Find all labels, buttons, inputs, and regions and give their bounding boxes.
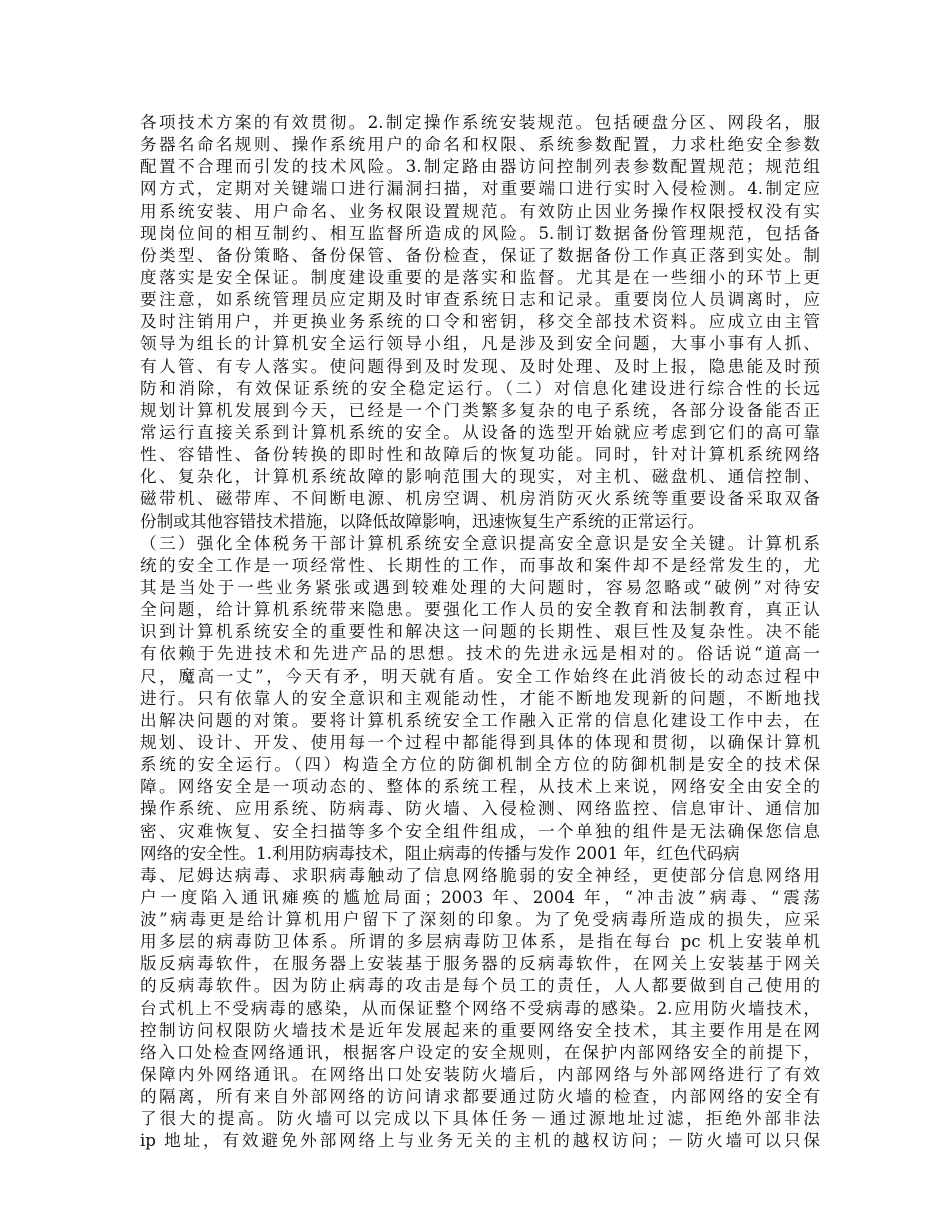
- text-line: 性、容错性、备份转换的即时性和故障后的恢复功能。同时，针对计算机系统网络: [140, 445, 820, 465]
- text-line: 要注意，如系统管理员应定期及时审查系统日志和记录。重要岗位人员调离时，应: [140, 290, 820, 310]
- text-line: 及时注销用户，并更换业务系统的口令和密钥，移交全部技术资料。应成立由主管: [140, 312, 820, 332]
- text-line: 各项技术方案的有效贯彻。2.制定操作系统安装规范。包括硬盘分区、网段名，服: [140, 113, 820, 132]
- text-line: 配置不合理而引发的技术风险。3.制定路由器访问控制列表参数配置规范；规范组: [140, 157, 820, 177]
- text-line: 全问题，给计算机系统带来隐患。要强化工作人员的安全教育和法制教育，真正认: [140, 600, 820, 620]
- text-line: 网络的安全性。1.利用防病毒技术，阻止病毒的传播与发作 2001 年，红色代码病: [140, 843, 740, 863]
- text-line: 用多层的病毒防卫体系。所谓的多层病毒防卫体系，是指在每台 pc 机上安装单机: [140, 932, 820, 952]
- text-line: 统的安全工作是一项经常性、长期性的工作，而事故和案件却不是经常发生的，尤: [140, 555, 820, 575]
- text-line: 其是当处于一些业务紧张或遇到较难处理的大问题时，容易忽略或“破例”对待安: [140, 577, 820, 597]
- text-line: [140, 1153, 820, 1175]
- text-line: 规划计算机发展到今天，已经是一个门类繁多复杂的电子系统，各部分设备能否正: [140, 400, 820, 420]
- text-line: 化、复杂化，计算机系统故障的影响范围大的现实，对主机、磁盘机、通信控制、: [140, 467, 820, 487]
- text-line: 度落实是安全保证。制度建设重要的是落实和监督。尤其是在一些细小的环节上更: [140, 267, 820, 287]
- text-line: 务器名命名规则、操作系统用户的命名和权限、系统参数配置，力求杜绝安全参数: [140, 135, 820, 155]
- text-line: 密、灾难恢复、安全扫描等多个安全组件组成，一个单独的组件是无法确保您信息: [140, 821, 820, 841]
- text-line: 了很大的提高。防火墙可以完成以下具体任务－通过源地址过滤，拒绝外部非法: [140, 1109, 820, 1129]
- text-line: 磁带机、磁带库、不间断电源、机房空调、机房消防灭火系统等重要设备采取双备: [140, 489, 820, 509]
- text-line: 毒、尼姆达病毒、求职病毒触动了信息网络脆弱的安全神经，更使部分信息网络用: [140, 865, 820, 885]
- text-line: 领导为组长的计算机安全运行领导小组，凡是涉及到安全问题，大事小事有人抓、: [140, 334, 820, 354]
- text-line: ip 地址，有效避免外部网络上与业务无关的主机的越权访问；－防火墙可以只保: [140, 1131, 820, 1151]
- text-line: 进行。只有依靠人的安全意识和主观能动性，才能不断地发现新的问题，不断地找: [140, 688, 820, 708]
- text-line: 网方式，定期对关键端口进行漏洞扫描，对重要端口进行实时入侵检测。4.制定应: [140, 179, 820, 199]
- text-line: 户一度陷入通讯瘫痪的尴尬局面；2003 年、2004 年，“冲击波”病毒、“震荡: [140, 887, 820, 907]
- text-line: 络入口处检查网络通讯，根据客户设定的安全规则，在保护内部网络安全的前提下，: [140, 1042, 820, 1062]
- body-text: [140, 112, 820, 1175]
- text-line: （三）强化全体税务干部计算机系统安全意识提高安全意识是安全关键。计算机系: [140, 533, 820, 553]
- text-line: 版反病毒软件，在服务器上安装基于服务器的反病毒软件，在网关上安装基于网关: [140, 954, 820, 974]
- text-line: 的反病毒软件。因为防止病毒的攻击是每个员工的责任，人人都要做到自己使用的: [140, 976, 820, 996]
- text-line: 识到计算机系统安全的重要性和解决这一问题的长期性、艰巨性及复杂性。决不能: [140, 622, 820, 642]
- text-line: 规划、设计、开发、使用每一个过程中都能得到具体的体现和贯彻，以确保计算机: [140, 732, 820, 752]
- text-line: 台式机上不受病毒的感染，从而保证整个网络不受病毒的感染。2.应用防火墙技术，: [140, 998, 820, 1018]
- text-line: 用系统安装、用户命名、业务权限设置规范。有效防止因业务操作权限授权没有实: [140, 201, 820, 221]
- text-line: 有人管、有专人落实。使问题得到及时发现、及时处理、及时上报，隐患能及时预: [140, 356, 820, 376]
- text-line: 份类型、备份策略、备份保管、备份检查，保证了数据备份工作真正落到实处。制: [140, 245, 820, 265]
- text-line: 操作系统、应用系统、防病毒、防火墙、入侵检测、网络监控、信息审计、通信加: [140, 799, 820, 819]
- text-line: 保障内外网络通讯。在网络出口处安装防火墙后，内部网络与外部网络进行了有效: [140, 1065, 820, 1085]
- text-line: 防和消除，有效保证系统的安全稳定运行。（二）对信息化建设进行综合性的长远: [140, 378, 820, 398]
- text-line: 现岗位间的相互制约、相互监督所造成的风险。5.制订数据备份管理规范，包括备: [140, 223, 820, 243]
- text-line: 份制或其他容错技术措施，以降低故障影响，迅速恢复生产系统的正常运行。: [140, 511, 705, 531]
- text-line: 有依赖于先进技术和先进产品的思想。技术的先进永远是相对的。俗话说“道高一: [140, 644, 820, 664]
- text-line: 出解决问题的对策。要将计算机系统安全工作融入正常的信息化建设工作中去，在: [140, 710, 820, 730]
- text-line: 障。网络安全是一项动态的、整体的系统工程，从技术上来说，网络安全由安全的: [140, 777, 820, 797]
- text-line: 控制访问权限防火墙技术是近年发展起来的重要网络安全技术，其主要作用是在网: [140, 1020, 820, 1040]
- text-line: 波”病毒更是给计算机用户留下了深刻的印象。为了免受病毒所造成的损失，应采: [140, 910, 820, 930]
- text-line: 系统的安全运行。（四）构造全方位的防御机制全方位的防御机制是安全的技术保: [140, 755, 820, 775]
- text-line: 尺，魔高一丈”，今天有矛，明天就有盾。安全工作始终在此消彼长的动态过程中: [140, 666, 820, 686]
- text-line: 的隔离，所有来自外部网络的访问请求都要通过防火墙的检查，内部网络的安全有: [140, 1087, 820, 1107]
- text-line: 常运行直接关系到计算机系统的安全。从设备的选型开始就应考虑到它们的高可靠: [140, 422, 820, 442]
